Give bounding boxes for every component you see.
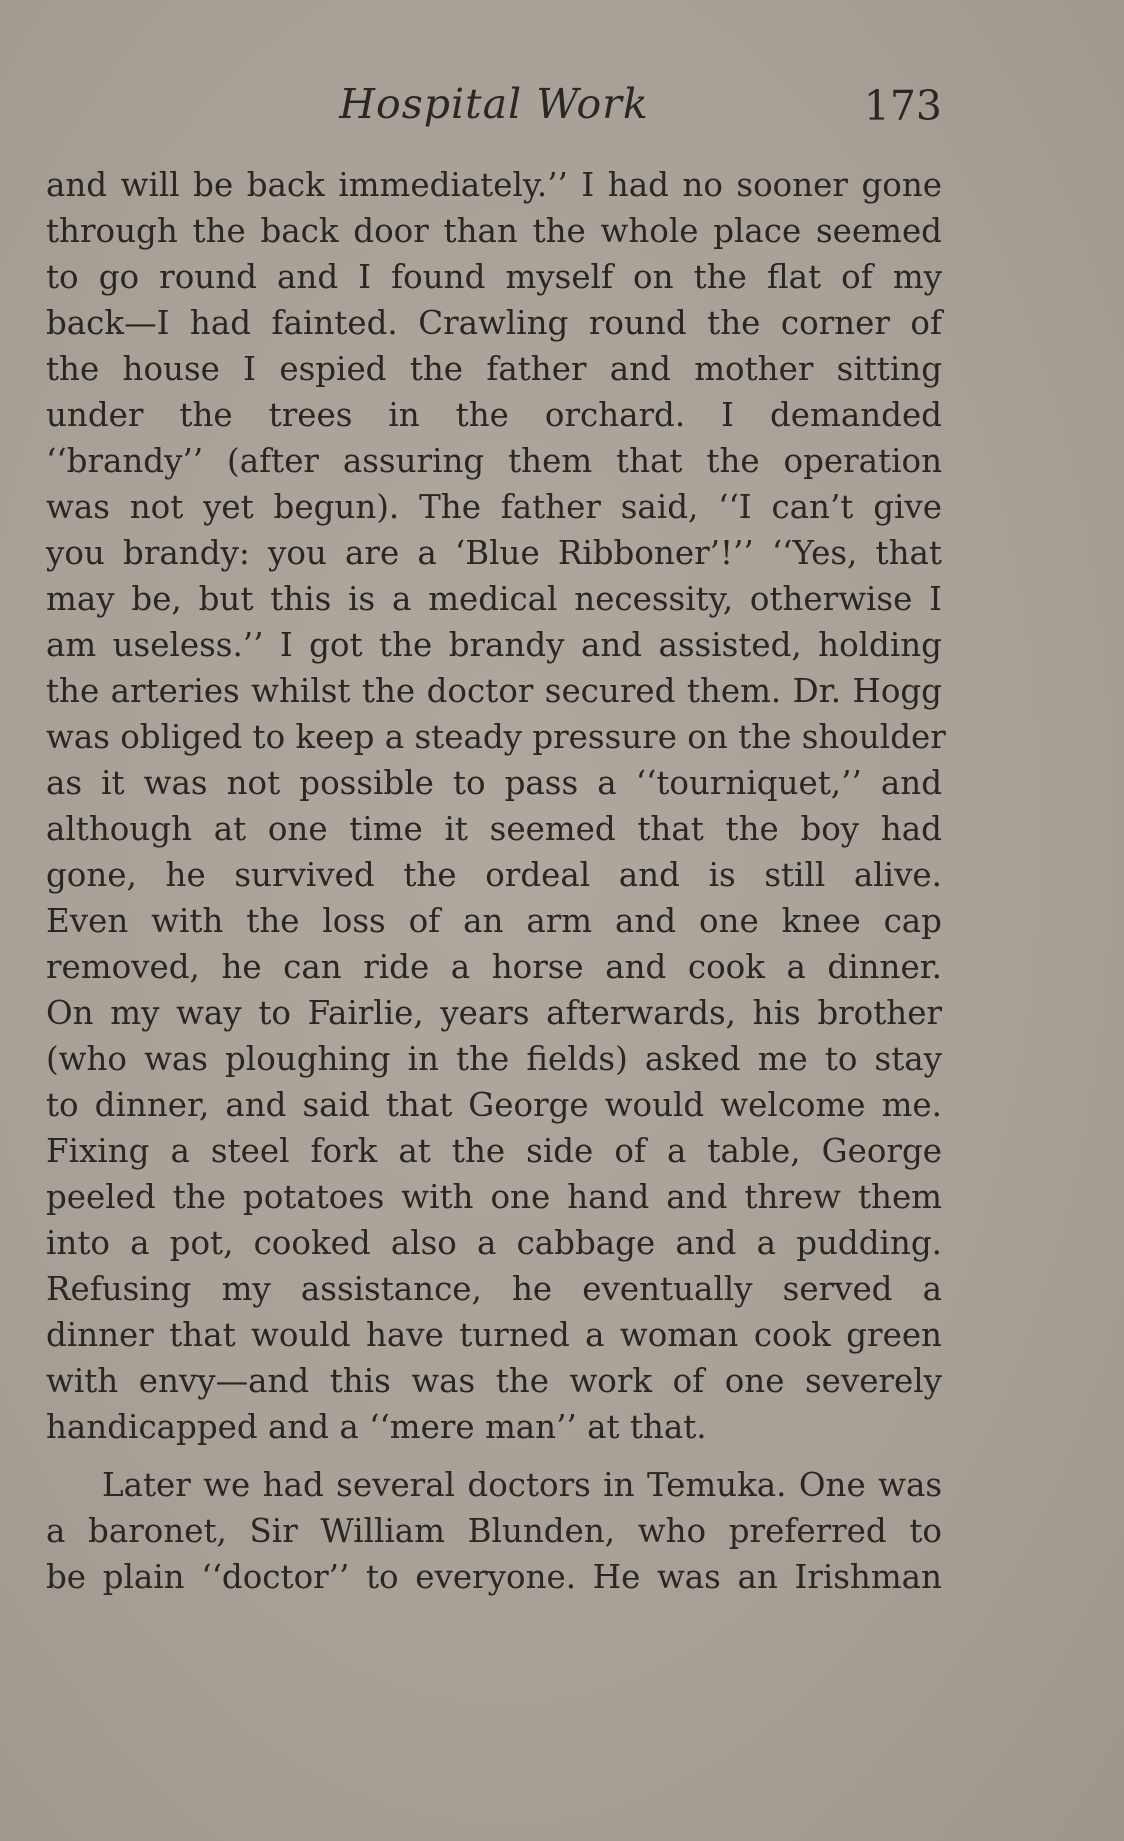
text-line: you brandy: you are a ‘Blue Ribboner’!’’ ‘‘Yes, that (46, 534, 942, 572)
body-text (46, 162, 946, 1600)
text-line: gone, he survived the ordeal and is still alive. (46, 856, 942, 894)
page-number: 173 (863, 82, 942, 130)
text-line: removed, he can ride a horse and cook a dinner. (46, 948, 942, 986)
text-line: Later we had several doctors in Temuka. One was (102, 1466, 942, 1504)
text-line: ‘‘brandy’’ (after assuring them that the operation (46, 442, 942, 480)
text-line: through the back door than the whole place seemed (46, 212, 942, 250)
text-line: (who was ploughing in the fields) asked me to stay (46, 1040, 942, 1078)
text-line: am useless.’’ I got the brandy and assisted, holding (46, 626, 942, 664)
text-line: into a pot, cooked also a cabbage and a pudding. (46, 1224, 942, 1262)
text-line: with envy—and this was the work of one severely (46, 1362, 942, 1400)
text-line: Refusing my assistance, he eventually served a (46, 1270, 942, 1308)
paragraph (46, 1462, 942, 1600)
text-line: On my way to Fairlie, years afterwards, his brother (46, 994, 942, 1032)
text-line: back—I had fainted. Crawling round the corner of (46, 304, 942, 342)
text-line: to dinner, and said that George would welcome me. (46, 1086, 942, 1124)
text-line: a baronet, Sir William Blunden, who preferred to (46, 1512, 942, 1550)
text-line: peeled the potatoes with one hand and threw them (46, 1178, 942, 1216)
paragraph (46, 162, 946, 1450)
text-line: was not yet begun). The father said, ‘‘I can’t give (46, 488, 942, 526)
text-line: under the trees in the orchard. I demanded (46, 396, 942, 434)
text-line: Even with the loss of an arm and one knee cap (46, 902, 942, 940)
text-line: the house I espied the father and mother sitting (46, 350, 942, 388)
text-line: Fixing a steel fork at the side of a table, George (46, 1132, 942, 1170)
page-header (46, 80, 942, 140)
text-line: as it was not possible to pass a ‘‘tourniquet,’’ and (46, 764, 942, 802)
text-line: handicapped and a ‘‘mere man’’ at that. (46, 1408, 707, 1446)
text-line: to go round and I found myself on the flat of my (46, 258, 942, 296)
text-line: and will be back immediately.’’ I had no sooner gone (46, 166, 942, 204)
running-head: Hospital Work (339, 80, 649, 128)
text-line: dinner that would have turned a woman cook green (46, 1316, 942, 1354)
text-line: be plain ‘‘doctor’’ to everyone. He was an Irishman (46, 1558, 942, 1596)
text-line: was obliged to keep a steady pressure on the shoulder (46, 718, 946, 756)
text-line: may be, but this is a medical necessity, otherwise I (46, 580, 942, 618)
text-line: although at one time it seemed that the boy had (46, 810, 942, 848)
text-line: the arteries whilst the doctor secured them. Dr. Hogg (46, 672, 942, 710)
